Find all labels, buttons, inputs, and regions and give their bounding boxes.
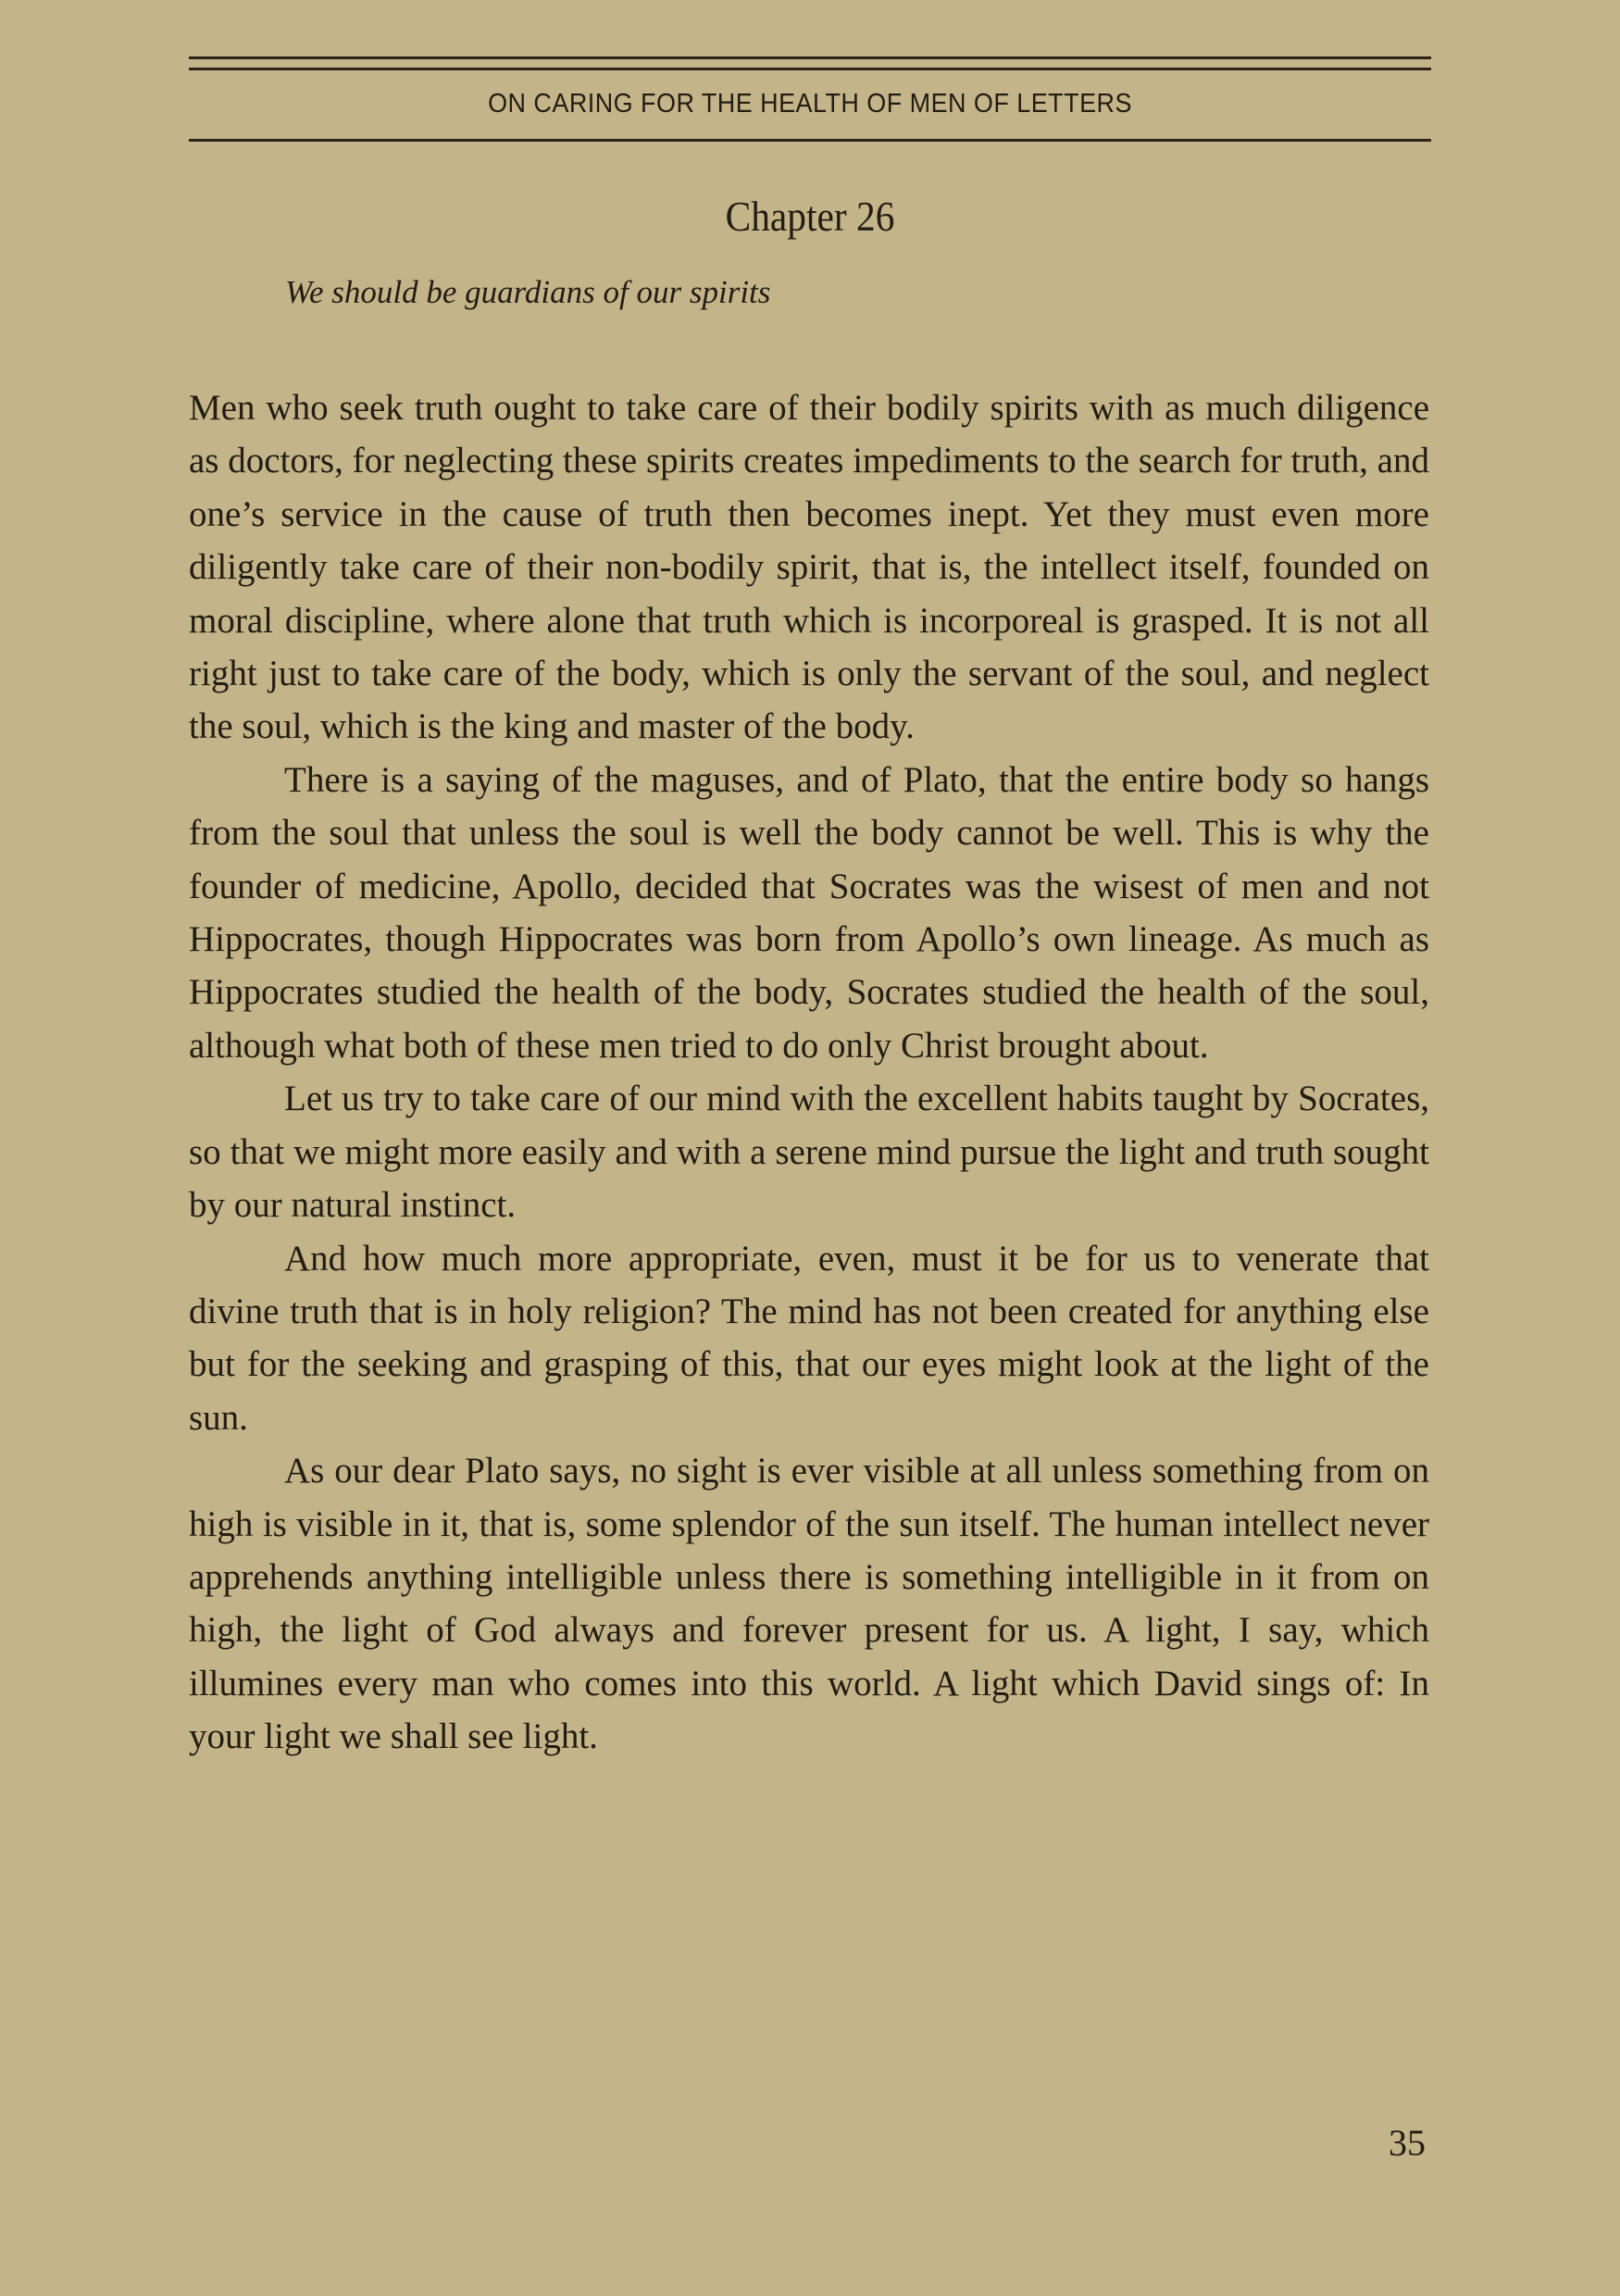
page-number: 35 [1389,2122,1426,2164]
header-rule-top [189,56,1431,59]
header-rule-top-inner [189,68,1431,70]
paragraph: As our dear Plato says, no sight is ever visible at all unless something from on high is visible in it, that is, some splendor of the sun itself. The human intellect never apprehends anything intelligible unless there is something intelligible in it from on high, the light of God always and forever present for us. A light, I say, which illumines every man who comes into this world. A light which David sings of: In your light we shall see light. [189,1451,1429,1757]
paragraph: Men who seek truth ought to take care of their bodily spirits with as much diligence as doctors, for neglecting these spirits creates impediments to the search for truth, and one’s service in the cause of truth then becomes inept. Yet they must even more diligently take care of their non-bodily spirit, that is, the intellect itself, founded on moral discipline, where alone that truth which is incorporeal is grasped. It is not all right just to take care of the body, which is only the servant of the soul, and neglect the soul, which is the king and master of the body. [189,388,1429,747]
paragraph: And how much more appropriate, even, must it be for us to venerate that divine truth that is in holy religion? The mind has not been created for anything else but for the seeking and grasping of this, that our eyes might look at the light of the sun. [189,1238,1429,1438]
body-text [189,381,1429,1764]
chapter-subtitle: We should be guardians of our spirits [285,274,771,310]
paragraph: There is a saying of the maguses, and of Plato, that the entire body so hangs from the soul that unless the soul is well the body cannot be well. This is why the founder of medicine, Apollo, decided that Socrates was the wisest of men and not Hippocrates, though Hippocrates was born from Apollo’s own lineage. As much as Hippocrates studied the health of the body, Socrates studied the health of the soul, although what both of these men tried to do only Christ brought about. [189,759,1429,1066]
chapter-title: Chapter 26 [725,193,895,240]
paragraph: Let us try to take care of our mind with the excellent habits taught by Socrates, so that we might more easily and with a serene mind pursue the light and truth sought by our natural instinct. [189,1079,1429,1226]
header-rule-bottom [189,139,1431,142]
running-title: ON CARING FOR THE HEALTH OF MEN OF LETTERS [488,89,1132,119]
